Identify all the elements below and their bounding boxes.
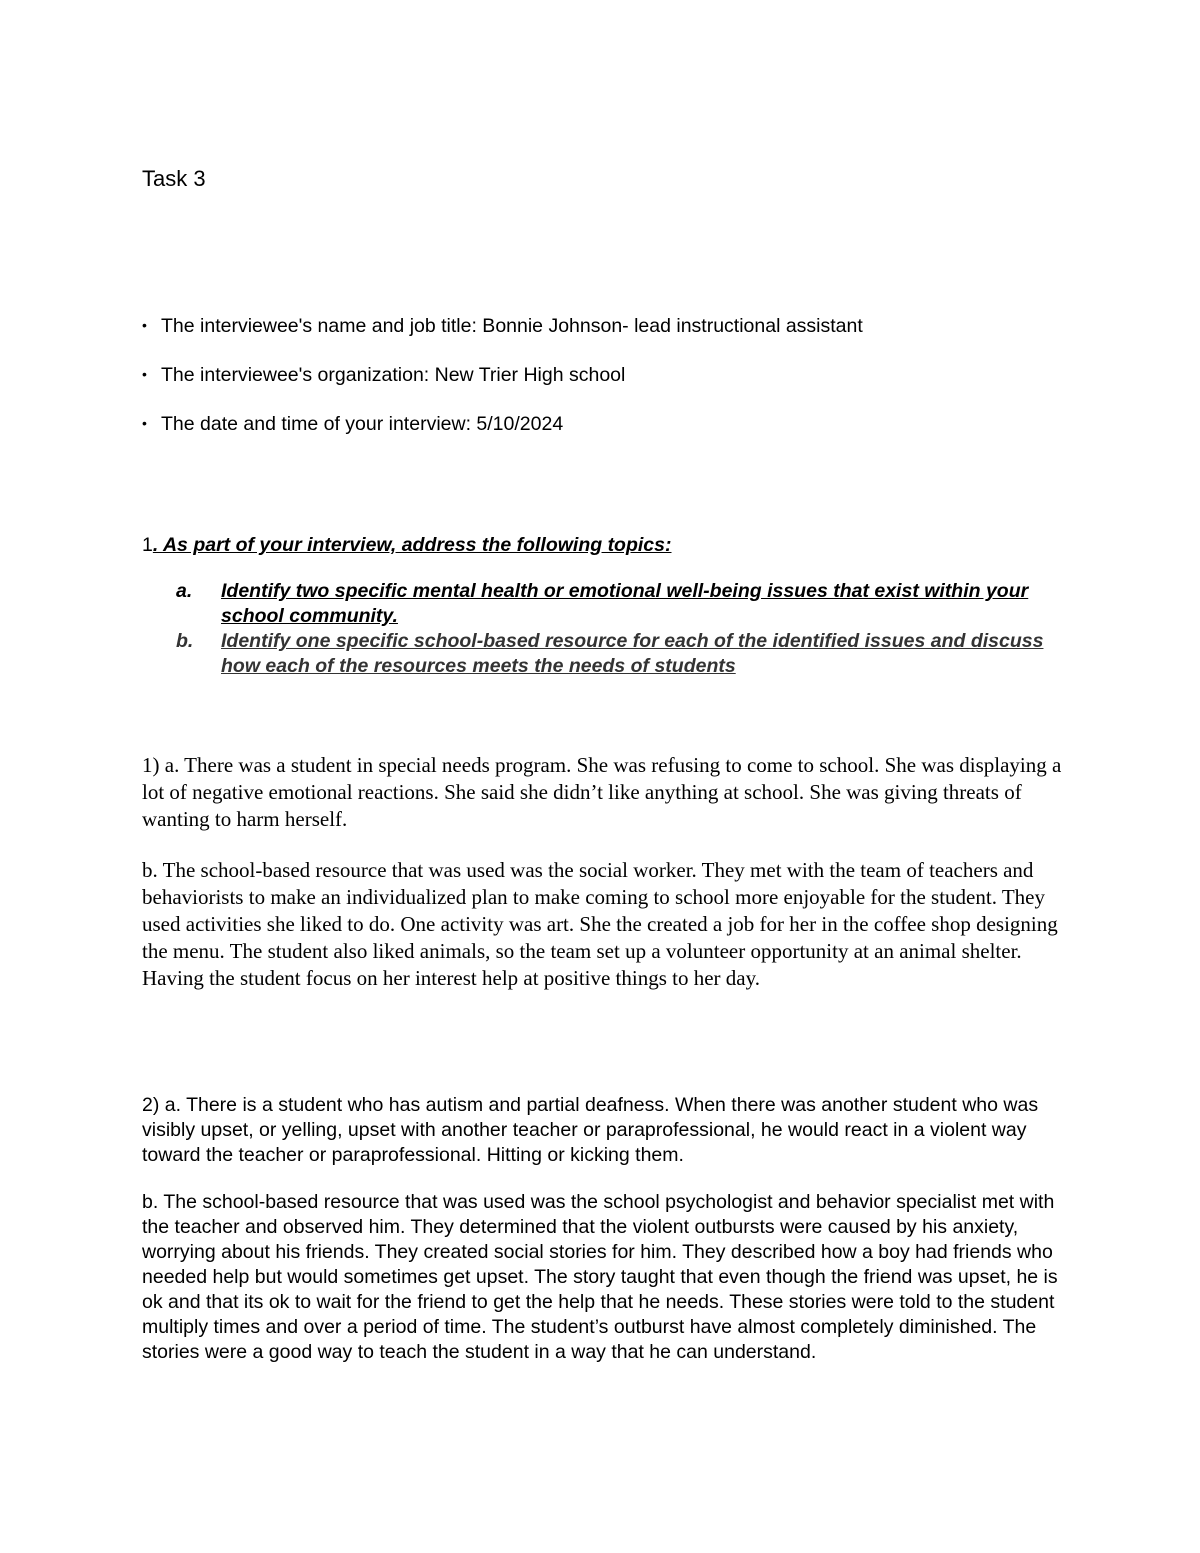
- interviewee-organization: The interviewee's organization: New Trier High school: [161, 364, 626, 386]
- interviewee-name-title: The interviewee's name and job title: Bonnie Johnson- lead instructional assistant: [161, 315, 863, 337]
- question-heading: [142, 532, 672, 558]
- interview-details-list: [142, 312, 863, 459]
- subquestion-text: Identify one specific school-based resource for each of the identified issues and discuss how each of the resources meets the needs of students: [221, 630, 1044, 677]
- subquestion-letter: b.: [176, 630, 194, 652]
- document-title: Task 3: [142, 166, 206, 191]
- interview-date: The date and time of your interview: 5/10/2024: [161, 413, 564, 435]
- bullet-icon: •: [142, 317, 147, 333]
- answer-1b-paragraph: b. The school-based resource that was used was the social worker. They met with the team of teachers and behaviorists to make an individualized plan to make coming to school more enjoyable for the student. They used activities she liked to do. One activity was art. She the created a job for her in the coffee shop designing the menu. The student also liked animals, so the team set up a volunteer opportunity at an animal shelter. Having the student focus on her interest help at positive things to her day.: [142, 858, 1058, 990]
- subquestion-a: [176, 579, 1046, 629]
- list-item: [142, 312, 863, 361]
- answer-1a-paragraph: 1) a. There was a student in special needs program. She was refusing to come to school. She was displaying a lot of negative emotional reactions. She said she didn’t like anything at school. She was giving threats of wanting to harm herself.: [142, 753, 1062, 831]
- answer-2b-paragraph: b. The school-based resource that was used was the school psychologist and behavior specialist met with the teacher and observed him. They determined that the violent outbursts were caused by his anxiety, worrying about his friends. They created social stories for him. They described how a boy had friends who needed help but would sometimes get upset. The story taught that even though the friend was upset, he is ok and that its ok to wait for the friend to get the help that he needs. These stories were told to the student multiply times and over a period of time. The student’s outburst have almost completely diminished. The stories were a good way to teach the student in a way that he can understand.: [142, 1191, 1058, 1363]
- subquestion-b: [176, 629, 1046, 679]
- bullet-icon: •: [142, 415, 147, 431]
- subquestion-letter: a.: [176, 580, 193, 602]
- list-item: [142, 410, 863, 459]
- question-heading-text: . As part of your interview, address the following topics:: [152, 534, 672, 556]
- answer-2a-paragraph: 2) a. There is a student who has autism and partial deafness. When there was another student who was visibly upset, or yelling, upset with another teacher or paraprofessional, he would react in a violent way toward the teacher or paraprofessional. Hitting or kicking them.: [142, 1094, 1039, 1166]
- question-number: 1: [142, 534, 153, 556]
- subquestion-text: Identify two specific mental health or emotional well-being issues that exist within your school community.: [221, 580, 1029, 627]
- list-item: [142, 361, 863, 410]
- bullet-icon: •: [142, 366, 147, 382]
